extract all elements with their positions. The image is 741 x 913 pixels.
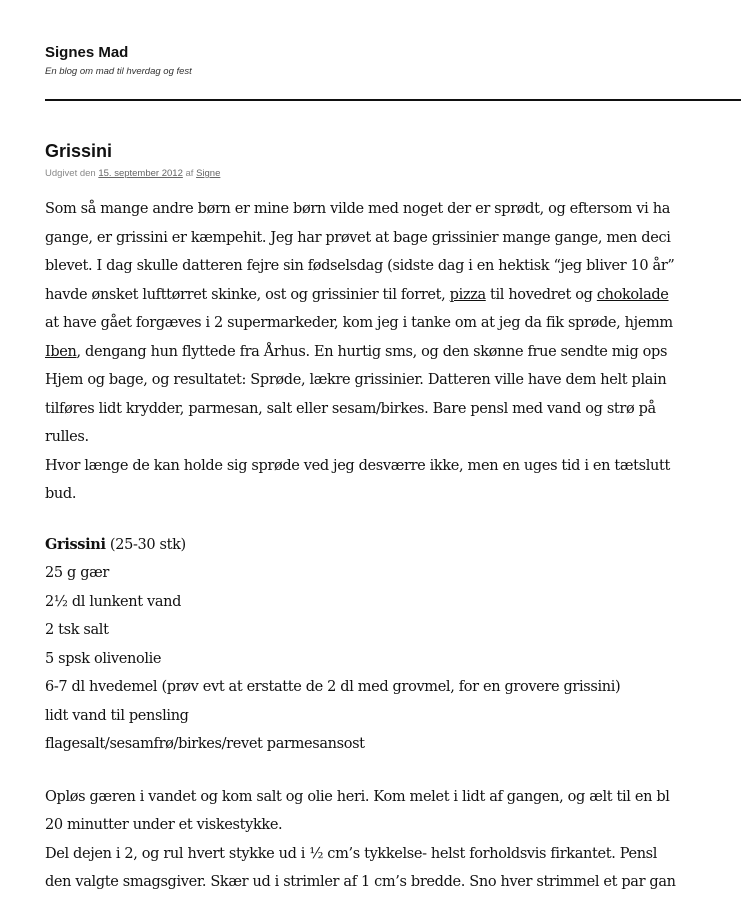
ingredient-item: 5 spsk olivenolie [45, 650, 162, 667]
intro-line: gange, er grissini er kæmpehit. Jeg har prøvet at bage grissinier mange gange, men deci [45, 229, 671, 246]
ingredient-item: 6-7 dl hvedemel (prøv evt at erstatte de 2 dl med grovmel, for en grovere grissini) [45, 679, 621, 695]
post-author-link[interactable]: Signe [196, 168, 221, 179]
ingredient-item: 2½ dl lunkent vand [45, 593, 182, 610]
intro-line: Hvor længe de kan holde sig sprøde ved jeg desværre ikke, men en uges tid i en tætslutt [45, 457, 670, 474]
method-line: Opløs gæren i vandet og kom salt og olie heri. Kom melet i lidt af gangen, og ælt til en bl [45, 788, 670, 805]
post-meta [45, 168, 220, 179]
intro-line [45, 338, 741, 367]
ingredient-item: lidt vand til pensling [45, 707, 189, 724]
site-title[interactable]: Signes Mad [45, 44, 129, 61]
site-tagline: En blog om mad til hverdag og fest [45, 66, 192, 77]
post-content [45, 195, 741, 897]
intro-line: at have gået forgæves i 2 supermarkeder, kom jeg i tanke om at jeg da fik sprøde, hjemm [45, 315, 673, 331]
ingredient-item: 25 g gær [45, 565, 109, 581]
intro-text: til hovedret og [485, 286, 597, 303]
intro-line: Hjem og bage, og resultatet: Sprøde, lækre grissinier. Datteren ville have dem helt plain [45, 372, 667, 388]
method-line: den valgte smagsgiver. Skær ud i strimler af 1 cm’s bredde. Sno hver strimmel et par gan [45, 874, 676, 890]
recipe-title: Grissini [45, 535, 106, 553]
post-date-link[interactable]: 15. september 2012 [98, 168, 183, 179]
intro-text: havde ønsket lufttørret skinke, ost og grissinier til forret, [45, 286, 450, 303]
intro-line: rulles. [45, 429, 89, 445]
post-meta-by: af [182, 168, 197, 179]
intro-line: Som så mange andre børn er mine børn vilde med noget der er sprødt, og eftersom vi ha [45, 201, 671, 217]
method-line: 20 minutter under et viskestykke. [45, 817, 283, 833]
intro-line: blevet. I dag skulle datteren fejre sin fødselsdag (sidste dag i en hektisk “jeg bliver 10 år” [45, 258, 675, 274]
ingredient-item: 2 tsk salt [45, 622, 109, 638]
intro-line: tilføres lidt krydder, parmesan, salt eller sesam/birkes. Bare pensl med vand og strø på [45, 400, 656, 417]
intro-line [45, 281, 741, 310]
chokolade-link[interactable]: chokolade [596, 286, 669, 303]
recipe-yield: (25-30 stk) [105, 536, 186, 553]
post-title[interactable]: Grissini [45, 141, 113, 161]
ingredient-item: flagesalt/sesamfrø/birkes/revet parmesansost [45, 736, 365, 752]
post-meta-prefix: Udgivet den [45, 168, 99, 179]
recipe-heading [45, 531, 741, 560]
intro-line: bud. [45, 486, 77, 502]
pizza-link[interactable]: pizza [449, 286, 486, 303]
header-divider [45, 99, 741, 101]
paragraph-gap [45, 759, 741, 783]
method-line: Del dejen i 2, og rul hvert stykke ud i ½ cm’s tykkelse- helst forholdsvis firkantet. Pensl [45, 845, 658, 862]
intro-text: , dengang hun flyttede fra Århus. En hurtig sms, og den skønne frue sendte mig ops [76, 343, 668, 360]
iben-link[interactable]: Iben [45, 343, 77, 360]
paragraph-gap [45, 509, 741, 531]
